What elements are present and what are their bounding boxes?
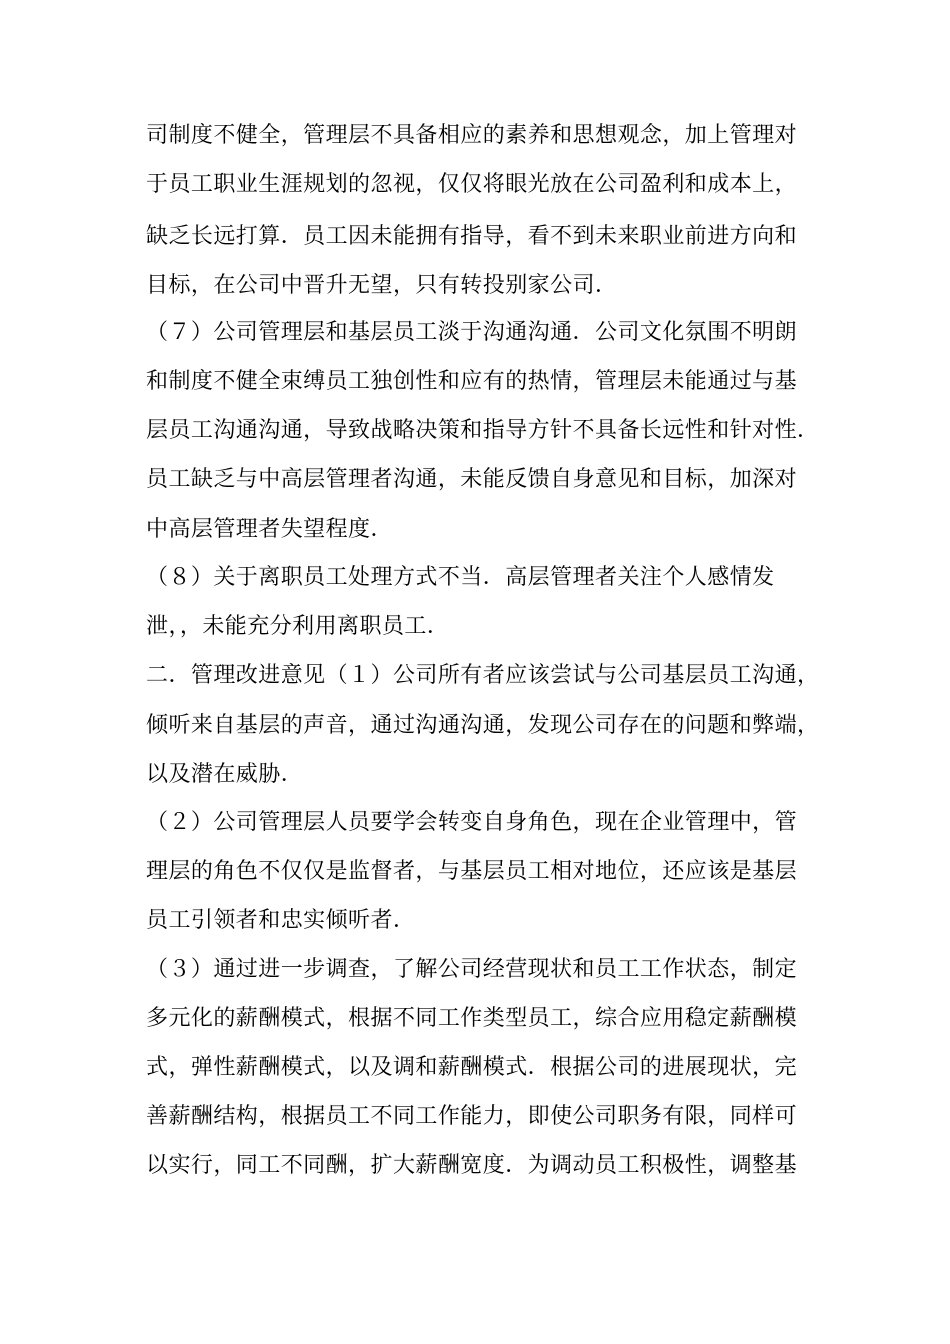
text-line: 缺乏长远打算．员工因未能拥有指导，看不到未来职业前进方向和 — [146, 224, 798, 249]
text-line: （２）公司管理层人员要学会转变自身角色，现在企业管理中，管 — [146, 810, 798, 835]
text-line: 理层的角色不仅仅是监督者，与基层员工相对地位，还应该是基层 — [146, 859, 798, 884]
text-line: （７）公司管理层和基层员工淡于沟通沟通．公司文化氛围不明朗 — [146, 320, 798, 345]
text-line: （３）通过进一步调查，了解公司经营现状和员工工作状态，制定 — [146, 957, 798, 982]
text-line: 司制度不健全，管理层不具备相应的素养和思想观念，加上管理对 — [146, 123, 798, 148]
text-line: 于员工职业生涯规划的忽视，仅仅将眼光放在公司盈利和成本上， — [146, 172, 798, 197]
text-line: 中高层管理者失望程度． — [146, 517, 393, 542]
text-line: 目标，在公司中晋升无望，只有转投别家公司． — [146, 273, 618, 298]
text-line: 员工引领者和忠实倾听者． — [146, 908, 416, 933]
text-line: 员工缺乏与中高层管理者沟通，未能反馈自身意见和目标，加深对 — [146, 467, 798, 492]
text-line: 倾听来自基层的声音，通过沟通沟通，发现公司存在的问题和弊端， — [146, 713, 820, 738]
text-line: 以及潜在威胁． — [146, 762, 304, 787]
text-line: 以实行，同工不同酬，扩大薪酬宽度．为调动员工积极性，调整基 — [146, 1153, 798, 1178]
text-line: 多元化的薪酬模式，根据不同工作类型员工，综合应用稳定薪酬模 — [146, 1006, 798, 1031]
text-line: 式，弹性薪酬模式，以及调和薪酬模式．根据公司的进展现状，完 — [146, 1055, 798, 1080]
text-line: 层员工沟通沟通，导致战略决策和指导方针不具备长远性和针对性． — [146, 418, 820, 443]
text-line: （８）关于离职员工处理方式不当．高层管理者关注个人感情发 — [146, 565, 775, 590]
text-line: 泄，，未能充分利用离职员工． — [146, 614, 450, 639]
text-line: 和制度不健全束缚员工独创性和应有的热情，管理层未能通过与基 — [146, 369, 798, 394]
text-line: 二．管理改进意见（１）公司所有者应该尝试与公司基层员工沟通， — [146, 663, 820, 688]
text-line: 善薪酬结构，根据员工不同工作能力，即使公司职务有限，同样可 — [146, 1104, 798, 1129]
